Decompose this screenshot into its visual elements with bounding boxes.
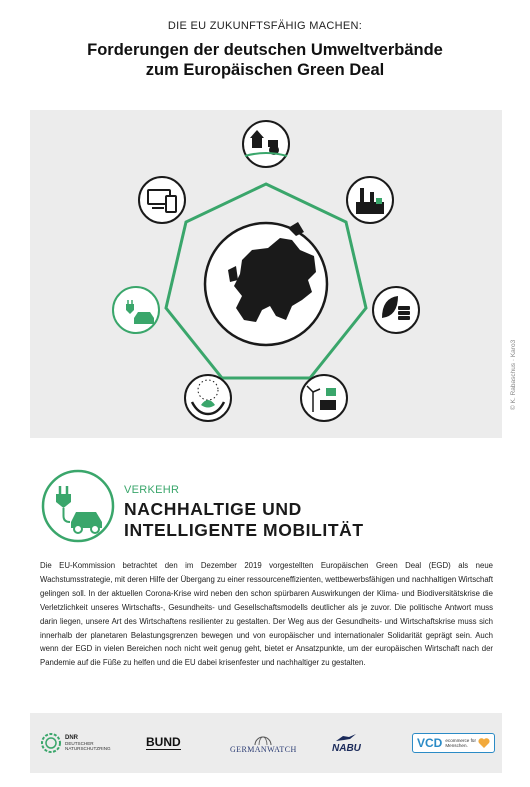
green-deal-illustration — [30, 110, 517, 438]
kicker: DIE EU ZUKUNFTSFÄHIG MACHEN: — [167, 20, 363, 32]
section-category: VERKEHR — [124, 484, 180, 496]
nabu-text: NABU — [332, 742, 361, 754]
globe-icon — [254, 733, 272, 745]
vcd-tagline-1: ecommerce für — [445, 737, 476, 743]
ev-charging-icon — [113, 287, 159, 333]
devices-icon — [139, 177, 185, 223]
title-line-2: zum Europäischen Green Deal — [145, 61, 385, 79]
section-heading — [124, 499, 364, 541]
vcd-logo[interactable] — [412, 713, 495, 773]
dnr-line2: NATURSCHUTZRING — [65, 746, 111, 751]
factory-icon — [347, 177, 393, 223]
nabu-logo[interactable] — [332, 713, 361, 773]
bund-text: BUND — [146, 735, 181, 749]
dnr-abbr: DNR — [65, 734, 78, 741]
partner-logos-bar — [30, 713, 502, 773]
vcd-tagline — [445, 738, 476, 749]
title-line-1: Forderungen der deutschen Umweltverbände — [87, 41, 443, 59]
germanwatch-logo[interactable] — [230, 713, 297, 773]
europe-map-icon — [205, 222, 327, 345]
leaf-coins-icon — [373, 287, 419, 333]
dnr-ring-icon — [40, 732, 62, 754]
dnr-logo[interactable] — [40, 713, 111, 773]
hands-eu-stars-icon — [185, 375, 231, 421]
page-title — [0, 40, 530, 80]
section-heading-line-2: INTELLIGENTE MOBILITÄT — [124, 520, 364, 540]
farm-tractor-icon — [243, 121, 289, 167]
ev-charging-section-icon — [40, 468, 116, 544]
vcd-tagline-2: Menschen. — [445, 743, 468, 748]
stork-icon — [335, 733, 357, 743]
dnr-line1: DEUTSCHER — [65, 740, 94, 746]
illustration-svg — [30, 110, 502, 438]
dnr-text — [65, 735, 111, 752]
bund-logo[interactable] — [146, 713, 181, 773]
heart-icon — [478, 737, 490, 749]
body-paragraph: Die EU-Kommission betrachtet den im Dezember 2019 vorgestellten Europäischen Green Deal (EGD) als neue Wachstumsstrategie, mit deren Hilfe der Übergang zu einer ressourceneffizienten, wettbewerbsfähigen und nachhaltigen Wirtschaft gelingen soll. In der aktuellen Corona-Krise wird neben den schon spürbaren Auswirkungen der Klima- und Biodiversitätskrise die Verletzlichkeit unseres Wirtschafts-, Gesundheits- und Gesellschaftsmodells deutlicher als je zuvor. Die politische Antwort muss darin liegen, unsere Art des Wirtschaftens resilienter zu gestalten. Der Weg aus der Gesundheits- und Wirtschaftskrise muss sich innerhalb der planetaren Belastungsgrenzen bewegen und von europäischer und internationaler Solidarität geprägt sein. Auch wenn der EGD in vielen Bereichen noch nicht weit genug geht, bietet er Ansatzpunkte, um der europäischen Wirtschaft nach der Pandemie auf die Füße zu helfen und die EU dabei krisenfester und nachhaltiger zu gestalten. — [40, 561, 493, 668]
vcd-text: VCD — [417, 736, 443, 750]
germanwatch-text: GERMANWATCH — [230, 744, 297, 754]
section-heading-line-1: NACHHALTIGE UND — [124, 499, 302, 519]
photo-credit: © K. Rabaschus · Karo3 — [510, 339, 517, 410]
wind-solar-icon — [301, 375, 347, 421]
vcd-badge — [412, 733, 495, 753]
